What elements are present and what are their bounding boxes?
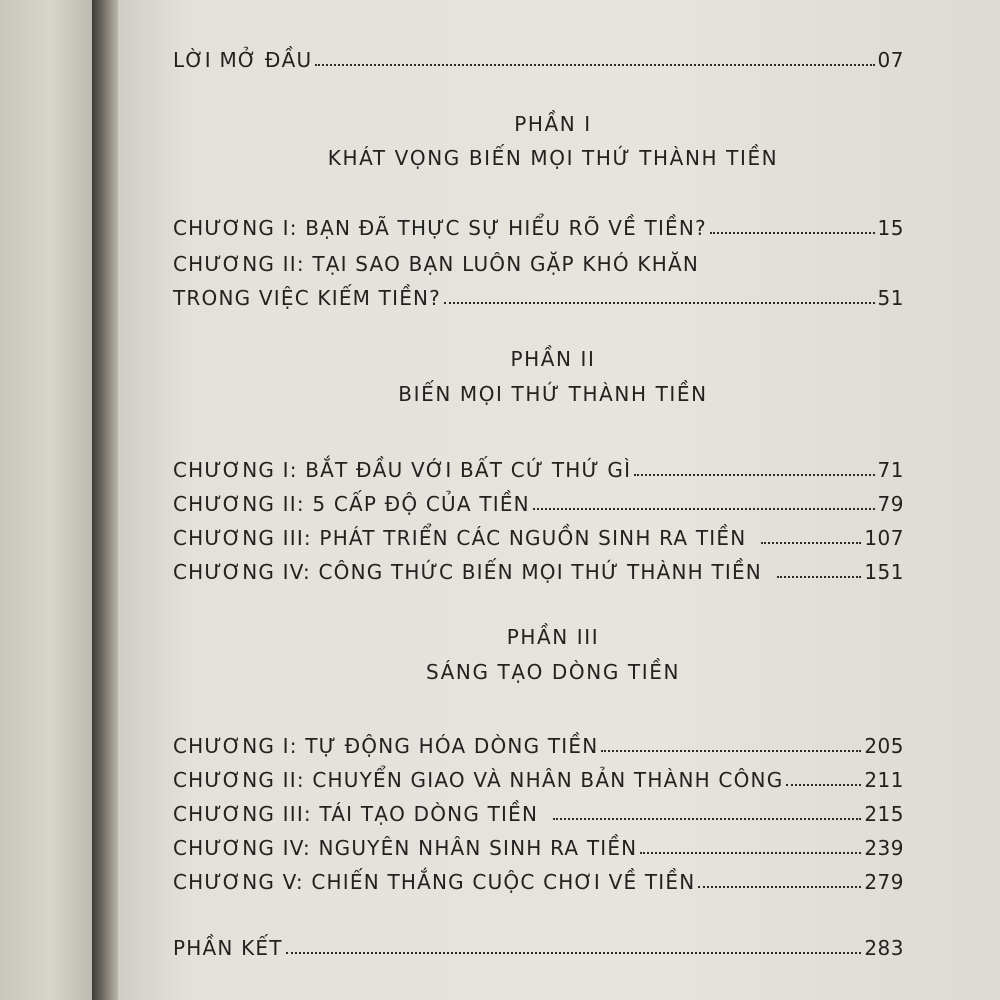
- toc-entry-title: CHƯƠNG IV: NGUYÊN NHÂN SINH RA TIỀN: [173, 836, 638, 860]
- leader-dots: [640, 852, 861, 854]
- leader-dots: [710, 232, 875, 234]
- leader-dots: [533, 508, 875, 510]
- toc-entry-title: CHƯƠNG V: CHIẾN THẮNG CUỘC CHƠI VỀ TIỀN: [173, 870, 696, 894]
- toc-entry-page: 51: [877, 286, 904, 310]
- toc-entry-title: CHƯƠNG I: TỰ ĐỘNG HÓA DÒNG TIỀN: [173, 734, 599, 758]
- toc-entry-p2-c4: [173, 550, 904, 584]
- leader-dots: [761, 542, 861, 544]
- leader-dots: [786, 784, 861, 786]
- toc-entry-p2-c1: [173, 448, 904, 482]
- toc-entry-p3-c3: [173, 792, 904, 826]
- part-2-title: BIẾN MỌI THỨ THÀNH TIỀN: [398, 382, 708, 406]
- toc-entry-page: 15: [877, 216, 904, 240]
- toc-entry-p3-c2: [173, 758, 904, 792]
- toc-entry-title: TRONG VIỆC KIẾM TIỀN?: [173, 286, 442, 310]
- book-gutter: [92, 0, 118, 1000]
- toc-entry-intro: [173, 38, 904, 72]
- toc-entry-page: 79: [877, 492, 904, 516]
- part-1-label: PHẦN I: [514, 112, 592, 136]
- toc-entry-title: CHƯƠNG II: 5 CẤP ĐỘ CỦA TIỀN: [173, 492, 530, 516]
- toc-entry-page: 07: [877, 48, 904, 72]
- toc-entry-page: 151: [864, 560, 904, 584]
- toc-entry-page: 279: [864, 870, 904, 894]
- toc-entry-title: LỜI MỞ ĐẦU: [173, 48, 313, 72]
- toc-entry-p1-c2: [173, 276, 904, 310]
- toc-entry-title: CHƯƠNG III: TÁI TẠO DÒNG TIỀN: [173, 802, 539, 826]
- part-3-label: PHẦN III: [506, 625, 600, 649]
- toc-entry-p2-c2: [173, 482, 904, 516]
- toc-entry-page: 71: [877, 458, 904, 482]
- leader-dots: [444, 302, 875, 304]
- toc-entry-title: CHƯƠNG IV: CÔNG THỨC BIẾN MỌI THỨ THÀNH TIỀN: [173, 560, 762, 584]
- leader-dots: [553, 818, 861, 820]
- toc-entry-p1-c2-line1: [173, 242, 904, 276]
- toc-entry-p1-c1: [173, 206, 904, 240]
- toc-entry-page: 283: [864, 936, 904, 960]
- toc-entry-outro: [173, 926, 904, 960]
- leader-dots: [698, 886, 861, 888]
- toc-entry-page: 205: [864, 734, 904, 758]
- toc-entry-p3-c1: [173, 724, 904, 758]
- part-1-title: KHÁT VỌNG BIẾN MỌI THỨ THÀNH TIỀN: [327, 146, 779, 170]
- leader-dots: [286, 952, 862, 954]
- toc-entry-p2-c3: [173, 516, 904, 550]
- part-3-title: SÁNG TẠO DÒNG TIỀN: [425, 660, 681, 684]
- toc-entry-title: CHƯƠNG I: BẠN ĐÃ THỰC SỰ HIỂU RÕ VỀ TIỀN?: [173, 216, 707, 240]
- toc-entry-page: 107: [864, 526, 904, 550]
- leader-dots: [315, 64, 874, 66]
- toc-entry-p3-c5: [173, 860, 904, 894]
- toc-entry-title: CHƯƠNG I: BẮT ĐẦU VỚI BẤT CỨ THỨ GÌ: [173, 458, 632, 482]
- toc-entry-p3-c4: [173, 826, 904, 860]
- toc-entry-title: CHƯƠNG III: PHÁT TRIỂN CÁC NGUỒN SINH RA TIỀN: [173, 526, 747, 550]
- leader-dots: [601, 750, 861, 752]
- toc-entry-page: 215: [864, 802, 904, 826]
- left-page-edge: [0, 0, 92, 1000]
- leader-dots: [634, 474, 874, 476]
- leader-dots: [777, 576, 861, 578]
- toc-entry-page: 211: [864, 768, 904, 792]
- toc-entry-title: CHƯƠNG II: CHUYỂN GIAO VÀ NHÂN BẢN THÀNH CÔNG: [173, 768, 784, 792]
- toc-entry-title: CHƯƠNG II: TẠI SAO BẠN LUÔN GẶP KHÓ KHĂN: [173, 252, 699, 276]
- toc-entry-title: PHẦN KẾT: [173, 936, 283, 960]
- part-2-label: PHẦN II: [510, 347, 596, 371]
- toc-entry-page: 239: [864, 836, 904, 860]
